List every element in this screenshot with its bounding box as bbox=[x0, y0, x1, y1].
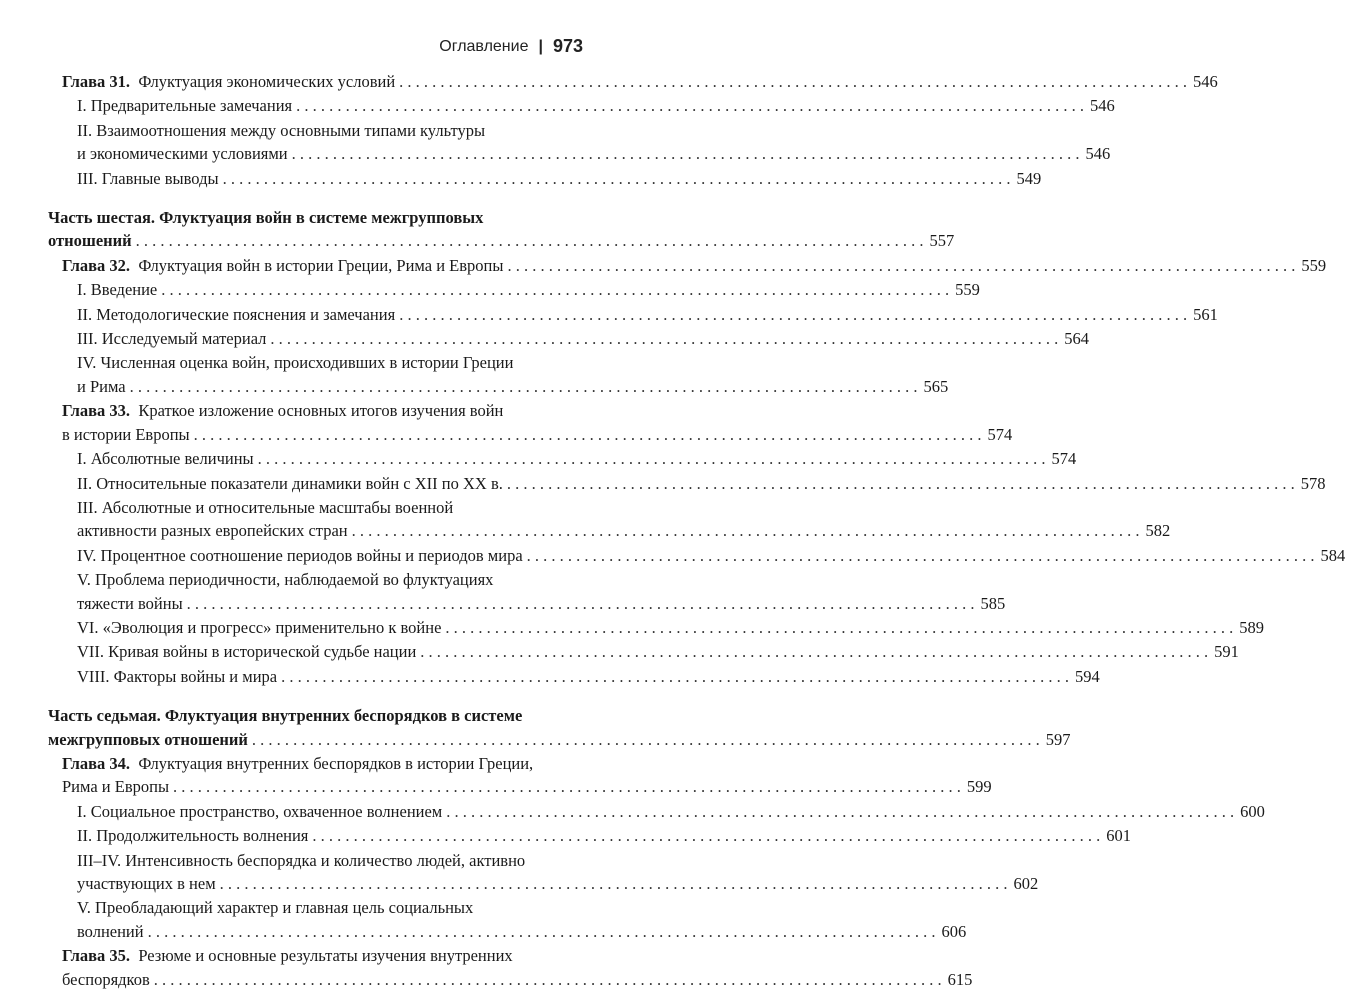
page-ref: 602 bbox=[1013, 874, 1039, 893]
chapter-label: Глава 33. bbox=[62, 401, 131, 421]
part-title-line2: межгрупповых отношений bbox=[48, 729, 248, 749]
part-title-line2: отношений bbox=[48, 231, 132, 251]
section-title-line1: III–IV. Интенсивность беспорядка и количество людей, активно bbox=[77, 850, 526, 870]
part-title-line1: Часть седьмая. Флуктуация внутренних беспорядков в системе bbox=[48, 706, 523, 726]
toc-part-6[interactable] bbox=[48, 206, 955, 253]
chapter-title-line2: беспорядков bbox=[62, 969, 150, 989]
page-ref: 585 bbox=[980, 593, 1006, 613]
page-ref: 600 bbox=[1240, 801, 1265, 821]
chapter-title-line2: в истории Европы bbox=[62, 424, 190, 444]
leader-dots bbox=[187, 592, 975, 615]
running-head-separator: | bbox=[538, 37, 543, 55]
section-title: VI. «Эволюция и прогресс» применительно к войне bbox=[77, 617, 442, 637]
page-ref: 599 bbox=[966, 777, 992, 797]
running-head-section: Оглавление bbox=[439, 37, 529, 55]
table-of-contents bbox=[48, 70, 1345, 992]
page-ref: 574 bbox=[987, 424, 1013, 444]
leader-dots bbox=[148, 920, 936, 943]
page-ref: 597 bbox=[1045, 729, 1071, 749]
chapter-title-line1: Флуктуация внутренних беспорядков в истории Греции, bbox=[138, 753, 534, 773]
page-ref: 559 bbox=[1301, 255, 1327, 275]
section-title: III. Исследуемый материал bbox=[77, 329, 267, 349]
toc-section[interactable] bbox=[62, 119, 1111, 166]
page-ref: 606 bbox=[941, 921, 967, 941]
toc-section[interactable] bbox=[62, 896, 967, 943]
chapter-label: Глава 31. bbox=[62, 72, 131, 91]
leader-dots bbox=[281, 665, 1069, 688]
toc-chapter-34[interactable] bbox=[62, 752, 992, 799]
spacer bbox=[62, 191, 594, 206]
toc-section[interactable] bbox=[62, 303, 1218, 326]
leader-dots bbox=[399, 303, 1187, 326]
chapter-title: Флуктуация экономических условий bbox=[138, 72, 396, 91]
leader-dots bbox=[527, 544, 1315, 567]
toc-section[interactable] bbox=[62, 447, 1077, 470]
page-ref: 594 bbox=[1075, 666, 1100, 686]
leader-dots bbox=[399, 70, 1187, 93]
leader-dots bbox=[312, 824, 1100, 847]
leader-dots bbox=[352, 519, 1140, 542]
spacer bbox=[62, 689, 594, 704]
section-title-line1: II. Взаимоотношения между основными типами культуры bbox=[77, 120, 486, 140]
page-ref: 591 bbox=[1214, 642, 1239, 662]
toc-section[interactable] bbox=[62, 472, 1326, 495]
page-ref: 601 bbox=[1106, 826, 1132, 846]
section-title-line1: III. Абсолютные и относительные масштабы военной bbox=[77, 497, 454, 517]
toc-section[interactable] bbox=[62, 640, 1239, 663]
running-head bbox=[439, 36, 583, 57]
chapter-title: Флуктуация войн в истории Греции, Рима и Европы bbox=[138, 255, 504, 275]
page-ref: 615 bbox=[947, 969, 973, 989]
chapter-label: Глава 35. bbox=[62, 946, 131, 966]
section-title-line2: и экономическими условиями bbox=[77, 144, 288, 164]
section-title-line2: активности разных европейских стран bbox=[77, 521, 348, 541]
page-ref: 584 bbox=[1320, 545, 1345, 565]
leader-dots bbox=[252, 728, 1040, 751]
toc-chapter-35[interactable] bbox=[62, 944, 973, 991]
section-title-line2: волнений bbox=[77, 921, 144, 941]
toc-section[interactable] bbox=[62, 167, 1042, 190]
toc-section[interactable] bbox=[62, 665, 1100, 688]
section-title: II. Методологические пояснения и замечания bbox=[77, 304, 396, 324]
page-ref: 546 bbox=[1085, 144, 1111, 164]
leader-dots bbox=[223, 167, 1011, 190]
toc-section[interactable] bbox=[62, 568, 1006, 615]
leader-dots bbox=[445, 616, 1233, 639]
chapter-title-line1: Краткое изложение основных итогов изучения войн bbox=[138, 401, 504, 421]
leader-dots bbox=[507, 472, 1295, 495]
leader-dots bbox=[446, 800, 1234, 823]
page-ref: 561 bbox=[1193, 304, 1218, 324]
section-title: VIII. Факторы войны и мира bbox=[77, 666, 278, 686]
leader-dots bbox=[194, 423, 982, 446]
toc-section[interactable] bbox=[62, 327, 1090, 350]
toc-chapter-33[interactable] bbox=[62, 399, 1013, 446]
section-title-line2: и Рима bbox=[77, 376, 126, 396]
page-ref: 578 bbox=[1300, 473, 1326, 493]
section-title: VII. Кривая войны в исторической судьбе нации bbox=[77, 642, 417, 662]
leader-dots bbox=[161, 278, 949, 301]
toc-section[interactable] bbox=[62, 616, 1265, 639]
page-ref: 549 bbox=[1016, 168, 1042, 188]
toc-chapter-31[interactable] bbox=[62, 70, 1218, 93]
page-ref: 589 bbox=[1239, 617, 1265, 637]
chapter-title-line1: Резюме и основные результаты изучения внутренних bbox=[138, 946, 513, 966]
section-title-line1: V. Проблема периодичности, наблюдаемой во флуктуациях bbox=[77, 570, 494, 590]
section-title: IV. Процентное соотношение периодов войны и периодов мира bbox=[77, 545, 523, 565]
section-title: I. Введение bbox=[77, 280, 158, 300]
toc-section[interactable] bbox=[62, 849, 1039, 896]
page-ref: 565 bbox=[923, 376, 949, 396]
page-ref: 557 bbox=[929, 231, 955, 251]
page-number: 973 bbox=[552, 36, 583, 56]
section-title-line2: участвующих в нем bbox=[77, 874, 216, 893]
toc-part-7[interactable] bbox=[48, 704, 1071, 751]
toc-section[interactable] bbox=[62, 824, 1132, 847]
section-title: II. Продолжительность волнения bbox=[77, 826, 309, 846]
page-ref: 546 bbox=[1193, 72, 1218, 91]
section-title: I. Социальное пространство, охваченное волнением bbox=[77, 801, 443, 821]
leader-dots bbox=[420, 640, 1208, 663]
section-title-line1: V. Преобладающий характер и главная цель социальных bbox=[77, 898, 474, 918]
page-ref: 574 bbox=[1051, 449, 1077, 469]
section-title: I. Предварительные замечания bbox=[77, 96, 293, 116]
page-ref: 582 bbox=[1145, 521, 1171, 541]
section-title-line2: тяжести войны bbox=[77, 593, 183, 613]
leader-dots bbox=[173, 775, 961, 798]
leader-dots bbox=[507, 254, 1295, 277]
chapter-label: Глава 32. bbox=[62, 255, 131, 275]
page-ref: 559 bbox=[955, 280, 980, 300]
leader-dots bbox=[136, 229, 924, 252]
leader-dots bbox=[292, 142, 1080, 165]
leader-dots bbox=[258, 447, 1046, 470]
toc-section[interactable] bbox=[62, 94, 1115, 117]
toc-section[interactable] bbox=[62, 496, 1171, 543]
leader-dots bbox=[130, 375, 918, 398]
section-title: II. Относительные показатели динамики войн с XII по XX в. bbox=[77, 473, 503, 493]
toc-section[interactable] bbox=[62, 351, 949, 398]
leader-dots bbox=[154, 968, 942, 991]
leader-dots bbox=[270, 327, 1058, 350]
page-ref: 546 bbox=[1090, 96, 1115, 116]
toc-section[interactable] bbox=[62, 544, 1345, 567]
section-title-line1: IV. Численная оценка войн, происходивших в истории Греции bbox=[77, 353, 514, 373]
page-ref: 564 bbox=[1064, 329, 1090, 349]
leader-dots bbox=[296, 94, 1084, 117]
section-title: I. Абсолютные величины bbox=[77, 449, 254, 469]
toc-chapter-32[interactable] bbox=[62, 254, 1327, 277]
toc-section[interactable] bbox=[62, 278, 980, 301]
leader-dots bbox=[220, 872, 1008, 895]
chapter-label: Глава 34. bbox=[62, 753, 131, 773]
toc-section[interactable] bbox=[62, 800, 1265, 823]
part-title-line1: Часть шестая. Флуктуация войн в системе межгрупповых bbox=[48, 208, 484, 228]
chapter-title-line2: Рима и Европы bbox=[62, 777, 170, 797]
section-title: III. Главные выводы bbox=[77, 168, 219, 188]
